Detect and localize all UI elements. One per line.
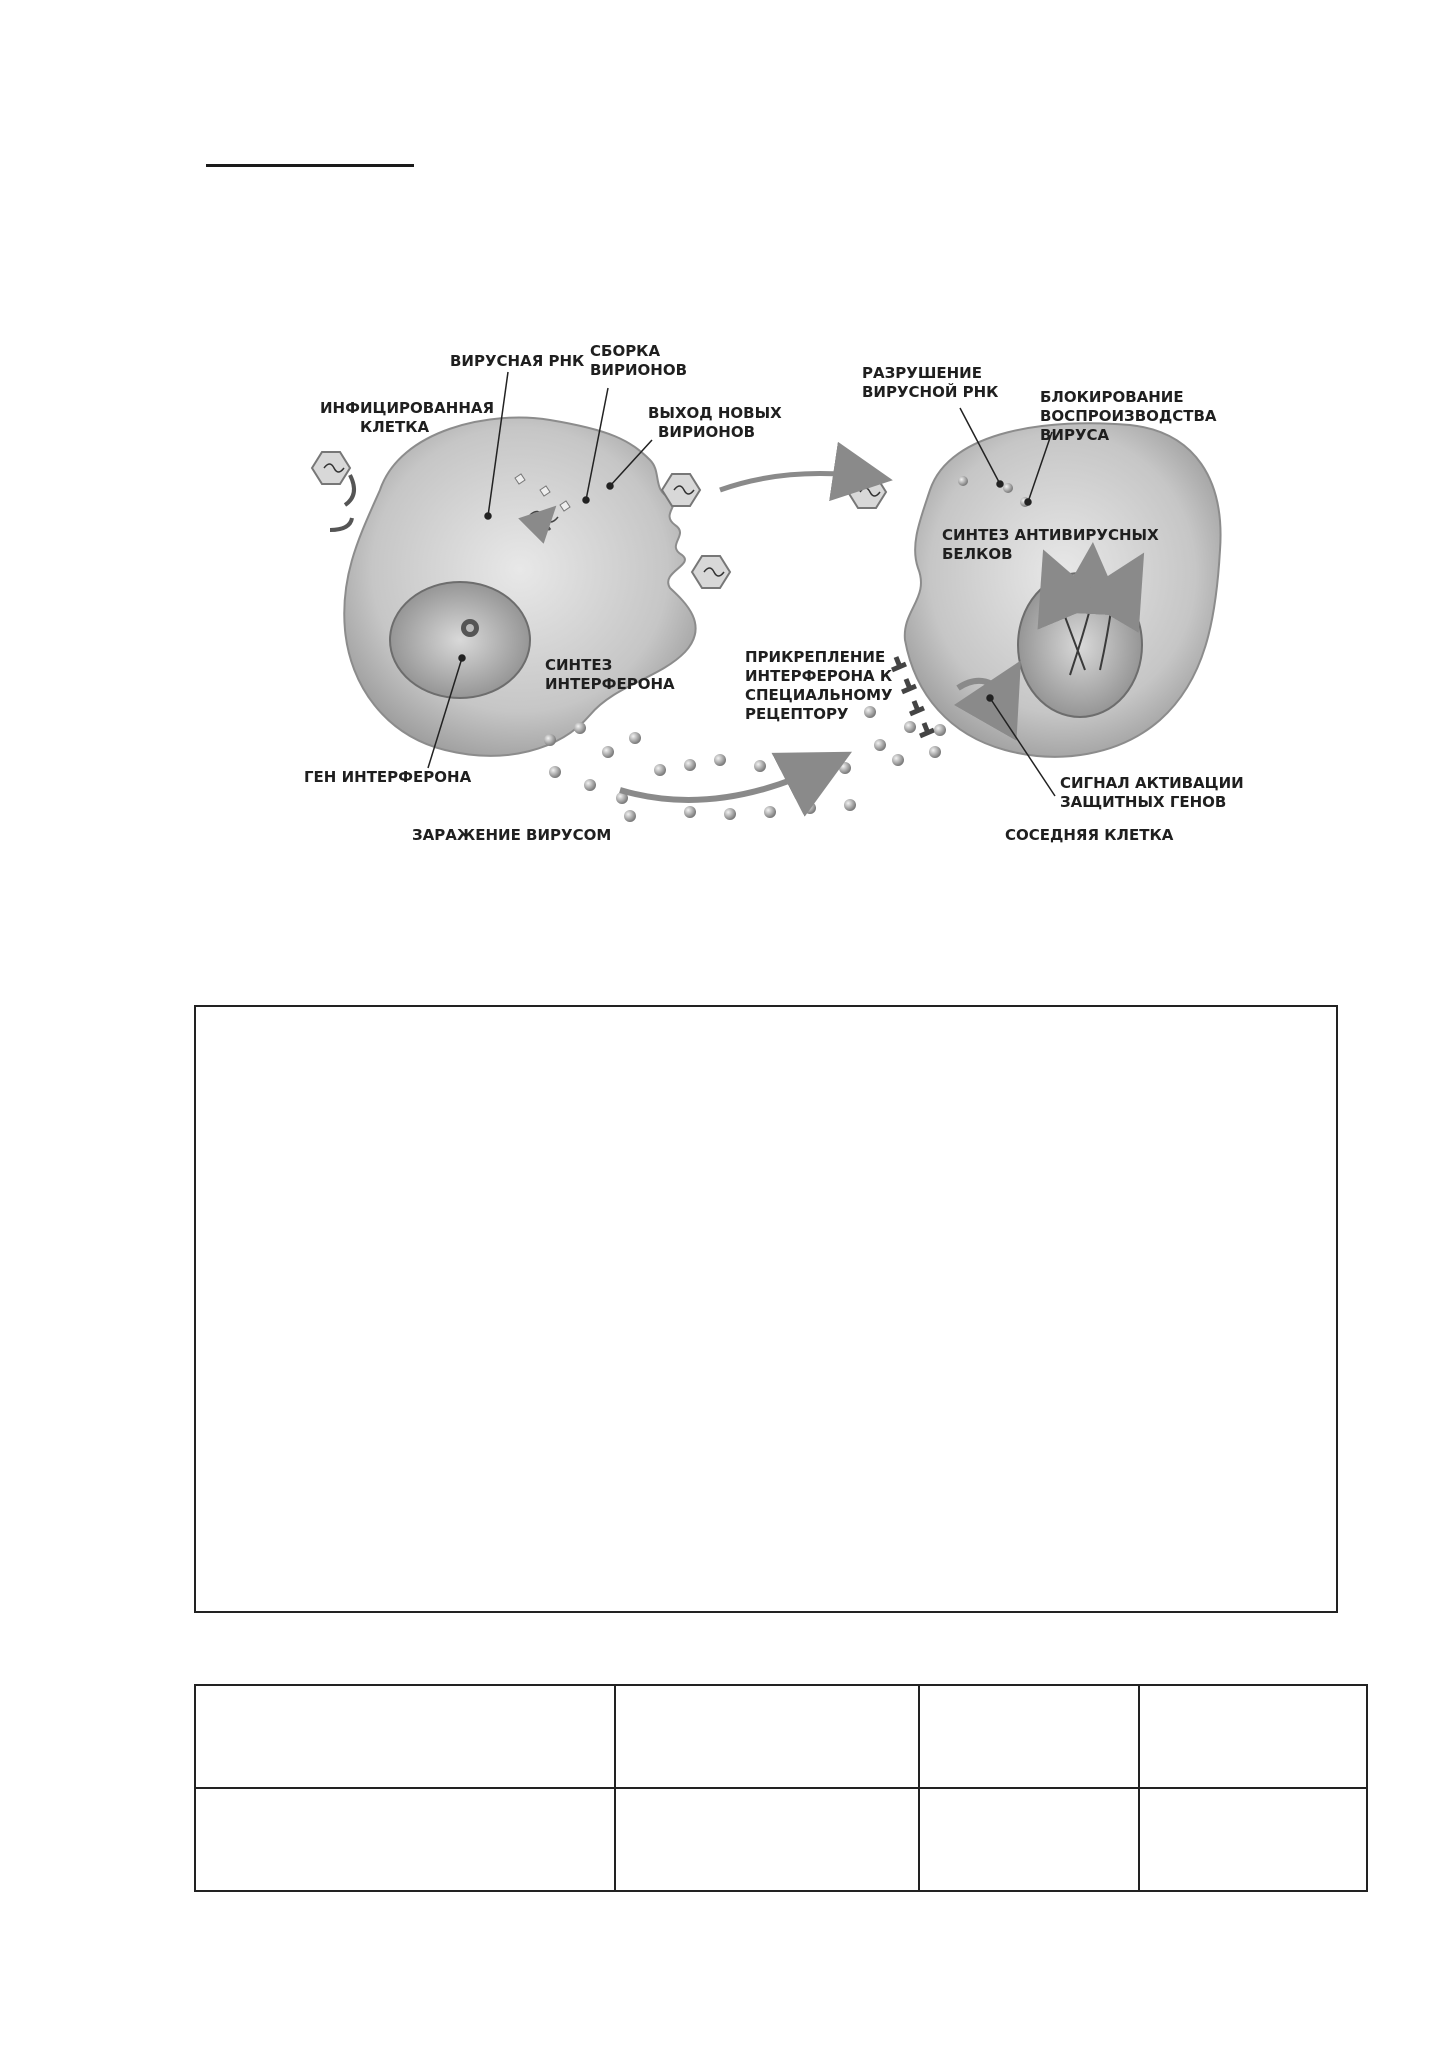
label-attachment-line4: РЕЦЕПТОРУ [745,705,849,723]
label-antiviral-line1: СИНТЕЗ АНТИВИРУСНЫХ [942,526,1159,544]
label-blocking-line3: ВИРУСА [1040,426,1110,444]
caption-infection: ЗАРАЖЕНИЕ ВИРУСОМ [412,826,612,844]
caption-neighbor: СОСЕДНЯЯ КЛЕТКА [1005,826,1174,844]
table-row [195,1685,1367,1788]
interferon-mechanism-diagram [290,340,1260,880]
answer-box [194,1005,1338,1613]
label-blocking-line2: ВОСПРОИЗВОДСТВА [1040,407,1217,425]
label-infected-line1: ИНФИЦИРОВАННАЯ [320,399,495,417]
label-attachment-line3: СПЕЦИАЛЬНОМУ [745,686,893,704]
infected-cell [344,418,695,756]
table-cell [919,1788,1139,1891]
table-cell [615,1788,919,1891]
label-destruction-line2: ВИРУСНОЙ РНК [862,383,999,401]
label-activation-line1: СИГНАЛ АКТИВАЦИИ [1060,774,1244,792]
label-assembly-line2: ВИРИОНОВ [590,361,688,379]
label-blocking-line1: БЛОКИРОВАНИЕ [1040,388,1184,406]
table-cell [195,1788,615,1891]
label-attachment-line1: ПРИКРЕПЛЕНИЕ [745,648,886,666]
label-ifn-gene: ГЕН ИНТЕРФЕРОНА [304,768,472,786]
table-cell [615,1685,919,1788]
table-cell [195,1685,615,1788]
label-ifn-synthesis-line2: ИНТЕРФЕРОНА [545,675,675,693]
table-cell [919,1685,1139,1788]
infected-nucleus [390,582,530,698]
table-row [195,1788,1367,1891]
interferon-particles [544,706,946,822]
label-viral-rna: ВИРУСНАЯ РНК [450,352,585,370]
label-activation-line2: ЗАЩИТНЫХ ГЕНОВ [1060,793,1227,811]
label-ifn-synthesis-line1: СИНТЕЗ [545,656,613,674]
label-exit-line2: ВИРИОНОВ [658,423,756,441]
table-cell [1139,1685,1367,1788]
label-destruction-line1: РАЗРУШЕНИЕ [862,364,982,382]
label-infected-line2: КЛЕТКА [360,418,430,436]
title-underline [206,164,414,167]
label-antiviral-line2: БЕЛКОВ [942,545,1013,563]
label-exit-line1: ВЫХОД НОВЫХ [648,404,782,422]
label-attachment-line2: ИНТЕРФЕРОНА К [745,667,893,685]
blank-grid-table [194,1684,1368,1892]
table-cell [1139,1788,1367,1891]
label-assembly-line1: СБОРКА [590,342,661,360]
